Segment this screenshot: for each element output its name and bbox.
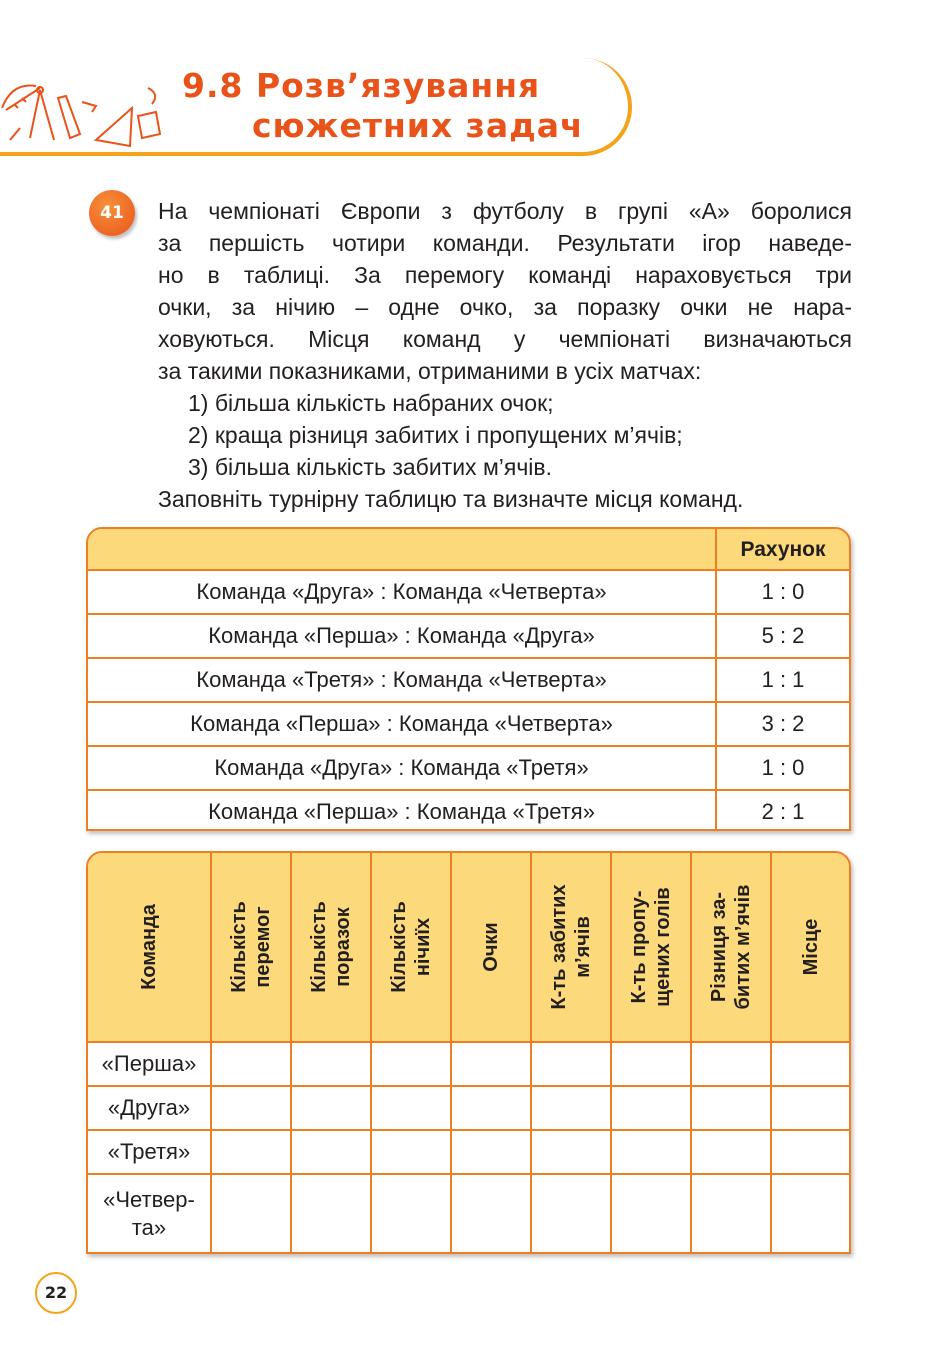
- team-name: «Четвер-: [103, 1186, 195, 1212]
- header-label: щених голів: [652, 887, 674, 1007]
- table-row: [88, 659, 849, 703]
- table-row: [88, 1131, 849, 1175]
- header-cell-draws: [370, 853, 450, 1041]
- table-row: [88, 1043, 849, 1087]
- empty-cell[interactable]: [370, 1087, 450, 1129]
- table-row: [88, 1175, 849, 1252]
- section-header: [0, 58, 640, 158]
- empty-cell[interactable]: [610, 1175, 690, 1252]
- header-cell-place: [770, 853, 849, 1041]
- header-label: Кількість: [388, 901, 410, 993]
- header-cell-wins: [210, 853, 290, 1041]
- header-label: Різниця за-: [708, 891, 730, 1003]
- empty-cell[interactable]: [370, 1131, 450, 1173]
- score-cell: 3 : 2: [715, 703, 849, 745]
- header-cell-goals-conceded: [610, 853, 690, 1041]
- table-row: [88, 571, 849, 615]
- task-text-line: ховуються. Місця команд у чемпіонаті визначаються: [158, 326, 852, 352]
- empty-cell[interactable]: [370, 1175, 450, 1252]
- empty-cell[interactable]: [290, 1131, 370, 1173]
- empty-cell[interactable]: [290, 1087, 370, 1129]
- header-label: поразок: [332, 907, 354, 987]
- criterion-item: 2) краща різниця забитих і пропущених м’ячів;: [188, 422, 683, 448]
- empty-cell[interactable]: [610, 1087, 690, 1129]
- header-label: Очки: [480, 922, 502, 972]
- team-name-cell: [88, 1043, 210, 1085]
- empty-cell[interactable]: [690, 1131, 770, 1173]
- empty-cell[interactable]: [770, 1175, 849, 1252]
- team-name-cell: [88, 1131, 210, 1173]
- match-cell: Команда «Третя» : Команда «Четверта»: [196, 667, 607, 692]
- task-text-line: за першість чотири команди. Результати ігор наведе-: [158, 230, 852, 256]
- page-number: 22: [35, 1272, 77, 1314]
- table-header: [88, 529, 849, 571]
- team-name: та»: [131, 1214, 167, 1240]
- match-cell: Команда «Друга» : Команда «Четверта»: [196, 579, 607, 604]
- header-label: перемог: [252, 906, 274, 988]
- criterion-item: 3) більша кількість забитих м’ячів.: [188, 454, 553, 480]
- empty-cell[interactable]: [210, 1043, 290, 1085]
- score-cell: 1 : 0: [715, 747, 849, 789]
- empty-cell[interactable]: [370, 1043, 450, 1085]
- table-row: [88, 615, 849, 659]
- empty-cell[interactable]: [210, 1131, 290, 1173]
- tournament-table: [86, 851, 851, 1254]
- empty-cell[interactable]: [210, 1087, 290, 1129]
- match-cell: Команда «Перша» : Команда «Третя»: [208, 799, 595, 824]
- empty-cell[interactable]: [770, 1087, 849, 1129]
- header-label: Місце: [799, 918, 822, 976]
- header-cell-team: [88, 853, 210, 1041]
- score-column-header: Рахунок: [715, 529, 849, 569]
- header-label: нічиїх: [412, 917, 434, 977]
- task-number-badge: 41: [89, 190, 135, 236]
- header-label: битих м’ячів: [732, 884, 754, 1010]
- header-cell-goals-scored: [530, 853, 610, 1041]
- empty-cell[interactable]: [290, 1043, 370, 1085]
- header-cell-goal-difference: [690, 853, 770, 1041]
- drawing-tools-icon: [0, 68, 170, 148]
- empty-cell[interactable]: [690, 1087, 770, 1129]
- table-header: [88, 853, 849, 1043]
- empty-cell[interactable]: [450, 1043, 530, 1085]
- empty-cell[interactable]: [610, 1043, 690, 1085]
- header-label: Команда: [138, 904, 160, 990]
- empty-cell[interactable]: [690, 1175, 770, 1252]
- header-label: К-ть забитих: [548, 884, 570, 1010]
- empty-cell[interactable]: [210, 1175, 290, 1252]
- match-cell: Команда «Друга» : Команда «Третя»: [214, 755, 589, 780]
- score-cell: 5 : 2: [715, 615, 849, 657]
- empty-cell[interactable]: [530, 1131, 610, 1173]
- table-row: [88, 747, 849, 791]
- empty-cell[interactable]: [530, 1175, 610, 1252]
- task-instruction: Заповніть турнірну таблицю та визначте місця команд.: [158, 486, 744, 512]
- empty-cell[interactable]: [770, 1131, 849, 1173]
- task-text-line: но в таблиці. За перемогу команді нараховується три: [158, 262, 852, 288]
- header-cell-points: [450, 853, 530, 1041]
- score-cell: 1 : 1: [715, 659, 849, 701]
- table-row: [88, 791, 849, 831]
- empty-cell[interactable]: [290, 1175, 370, 1252]
- score-cell: 1 : 0: [715, 571, 849, 613]
- team-name: «Друга»: [107, 1095, 191, 1120]
- header-label: м’ячів: [572, 916, 594, 978]
- header-label: К-ть пропу-: [628, 890, 650, 1004]
- team-name-cell: [88, 1087, 210, 1129]
- task-text-line: очки, за нічию – одне очко, за поразку очки не нара-: [158, 294, 852, 320]
- empty-cell[interactable]: [530, 1043, 610, 1085]
- empty-cell[interactable]: [450, 1131, 530, 1173]
- empty-cell[interactable]: [770, 1043, 849, 1085]
- criterion-item: 1) більша кількість набраних очок;: [188, 390, 554, 416]
- section-title-line1: 9.8 Розв’язування: [182, 66, 541, 105]
- header-label: Кількість: [228, 901, 250, 993]
- match-cell: Команда «Перша» : Команда «Четверта»: [190, 711, 613, 736]
- task-text-line: за такими показниками, отриманими в усіх матчах:: [158, 358, 702, 384]
- header-label: Кількість: [308, 901, 330, 993]
- score-cell: 2 : 1: [715, 791, 849, 831]
- empty-cell[interactable]: [610, 1131, 690, 1173]
- section-title-line2: сюжетних задач: [252, 106, 584, 145]
- team-name: «Перша»: [101, 1051, 197, 1076]
- header-cell-losses: [290, 853, 370, 1041]
- table-row: [88, 1087, 849, 1131]
- empty-cell[interactable]: [690, 1043, 770, 1085]
- team-name-cell: [88, 1175, 210, 1252]
- match-results-table: [86, 527, 851, 831]
- empty-cell[interactable]: [530, 1087, 610, 1129]
- empty-cell[interactable]: [450, 1087, 530, 1129]
- table-row: [88, 703, 849, 747]
- task-text-line: На чемпіонаті Європи з футболу в групі «А» боролися: [158, 198, 852, 224]
- match-cell: Команда «Перша» : Команда «Друга»: [208, 623, 595, 648]
- empty-cell[interactable]: [450, 1175, 530, 1252]
- team-name: «Третя»: [107, 1139, 191, 1164]
